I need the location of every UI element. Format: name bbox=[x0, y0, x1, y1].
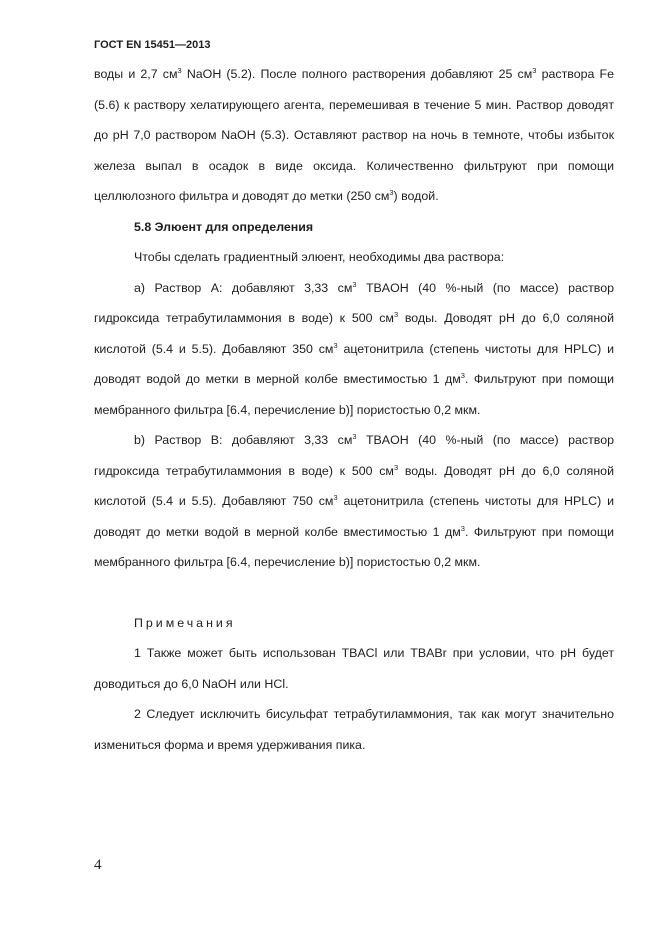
superscript: 3 bbox=[177, 66, 182, 75]
superscript: 3 bbox=[333, 340, 338, 350]
superscript: 3 bbox=[532, 66, 537, 75]
superscript: 3 bbox=[460, 523, 465, 533]
note-2: 2 Следует исключить бисульфат тетрабутиламмония, так как могут значительно измениться форма и время удерживания пика. bbox=[94, 707, 614, 752]
text-span: b) Раствор B: добавляют 3,33 см bbox=[134, 433, 353, 447]
superscript: 3 bbox=[389, 188, 394, 197]
superscript: 3 bbox=[352, 279, 357, 289]
text-span: . Фильтруют при помощи мембранного фильтра [6.4, перечисление b)] пористостью 0,2 мкм. bbox=[94, 372, 614, 417]
solution-a-paragraph bbox=[94, 273, 614, 426]
text-span: ацетонитрила (степень чистоты для HPLC) и доводят до метки водой в мерной колбе вместимостью 1 дм bbox=[94, 494, 614, 539]
document-body bbox=[94, 59, 614, 760]
superscript: 3 bbox=[460, 371, 465, 380]
notes-title: Примечания bbox=[134, 615, 236, 630]
text-span: . Фильтруют при помощи мембранного фильтра [6.4, перечисление b)] пористостью 0,2 мкм. bbox=[94, 524, 614, 569]
superscript: 3 bbox=[393, 310, 399, 319]
text-span: раствора Fe (5.6) к раствору хелатирующего агента, перемешивая в течение 5 мин. Раствор доводят до pH 7,0 раствором NaOH (5.3). Оставляют раствор на ночь в темноте, чтобы избыток железа выпал в осадок в виде оксида. Количественно фильтруют при помощи целлюлозного фильтра и доводят до метки (250 см bbox=[94, 67, 614, 203]
superscript: 3 bbox=[352, 432, 357, 441]
text-span: TBAOH (40 %-ный (по массе) раствор гидроксида тетрабутиламмония в воде) к 500 см bbox=[94, 433, 614, 478]
note-1: 1 Также может быть использован TBACl или TBABr при условии, что pH будет доводиться до 6,0 NaOH или HCl. bbox=[94, 646, 614, 691]
solution-b-paragraph bbox=[94, 425, 614, 578]
intro-paragraph: Чтобы сделать градиентный элюент, необходимы два раствора: bbox=[134, 250, 505, 264]
text-span: ) водой. bbox=[393, 189, 439, 203]
text-span: ацетонитрила (степень чистоты для HPLC) и доводят водой до метки в мерной колбе вместимостью 1 дм bbox=[94, 341, 614, 386]
section-heading: 5.8 Элюент для определения bbox=[134, 219, 314, 234]
text-span: NaOH (5.2). После полного растворения добавляют 25 см bbox=[181, 67, 533, 81]
text-span: TBAOH (40 %-ный (по массе) раствор гидроксида тетрабутиламмония в воде) к 500 см bbox=[94, 280, 614, 325]
superscript: 3 bbox=[333, 493, 338, 502]
text-span: воды. Доводят pH до 6,0 соляной кислотой (5.4 и 5.5). Добавляют 750 см bbox=[94, 463, 614, 508]
superscript: 3 bbox=[393, 462, 399, 472]
paragraph-continuation bbox=[94, 59, 614, 212]
text-span: a) Раствор A: добавляют 3,33 см bbox=[134, 280, 353, 295]
page-number: 4 bbox=[94, 857, 102, 873]
document-header: ГОСТ EN 15451—2013 bbox=[94, 39, 211, 51]
text-span: воды. Доводят pH до 6,0 соляной кислотой (5.4 и 5.5). Добавляют 350 см bbox=[94, 311, 614, 356]
text-span: воды и 2,7 см bbox=[94, 67, 178, 81]
